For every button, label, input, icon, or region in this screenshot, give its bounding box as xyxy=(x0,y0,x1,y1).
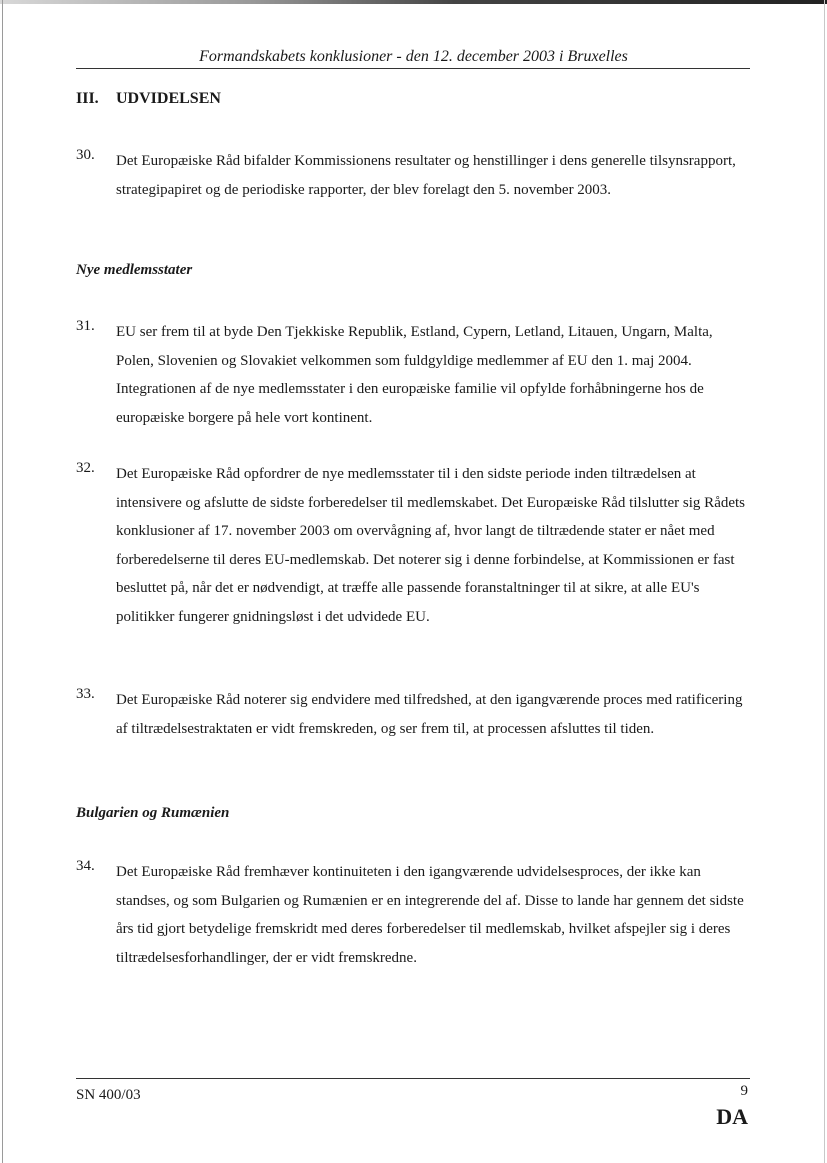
paragraph-number: 33. xyxy=(76,686,95,702)
paragraph-text: EU ser frem til at byde Den Tjekkiske Republik, Estland, Cypern, Letland, Litauen, Ungarn, Malta, Polen, Slovenien og Slovakiet velkommen som fuldgyldige medlemmer af EU den 1. maj 2004. Integrationen af de nye medlemsstater i den europæiske familie vil opfylde forhåbningerne hos de europæiske borgere på hele vort kontinent. xyxy=(116,324,713,426)
paragraph-number: 34. xyxy=(76,858,95,874)
scan-edge-left xyxy=(2,0,3,1163)
document-reference: SN 400/03 xyxy=(76,1087,141,1103)
page-number: 9 xyxy=(740,1083,748,1099)
paragraph-text: Det Europæiske Råd opfordrer de nye medlemsstater til i den sidste periode inden tiltrædelsen at intensivere og afslutte de sidste forberedelser til medlemskabet. Det Europæiske Råd tilslutter sig Rådets konklusioner af 17. november 2003 om overvågning af, hvor langt de tiltrædende stater er nået med forberedelserne til deres EU-medlemskab. Det noterer sig i denne forbindelse, at Kommissionen er fast besluttet på, når det er nødvendigt, at træffe alle passende foranstaltninger til at sikre, at alle EU's politikker fungerer gnidningsløst i det udvidede EU. xyxy=(116,466,746,625)
section-title: UDVIDELSEN xyxy=(116,90,221,107)
footer-rule xyxy=(76,1078,750,1079)
paragraph-number: 32. xyxy=(76,460,95,476)
paragraph-text: Det Europæiske Råd fremhæver kontinuiteten i den igangværende udvidelsesproces, der ikke kan standses, og som Bulgarien og Rumænien er en integrerende del af. Disse to lande har gennem det sidste års tid gjort betydelige fremskridt med deres forberedelser til medlemskab, hvilket afspejler sig i deres tiltrædelsesforhandlinger, der er vidt fremskredne. xyxy=(116,864,744,966)
language-code: DA xyxy=(716,1104,748,1129)
paragraph-number: 30. xyxy=(76,147,95,163)
scan-edge-top xyxy=(0,0,827,4)
subheading-new-members: Nye medlemsstater xyxy=(76,262,193,278)
scan-edge-right xyxy=(824,0,825,1163)
section-number: III. xyxy=(76,90,99,107)
paragraph-number: 31. xyxy=(76,318,95,334)
section-heading xyxy=(76,90,221,108)
running-header: Formandskabets konklusioner - den 12. december 2003 i Bruxelles xyxy=(199,48,628,65)
paragraph-text: Det Europæiske Råd noterer sig endvidere med tilfredshed, at den igangværende proces med ratificering af tiltrædelsestraktaten er vidt fremskreden, og ser frem til, at processen afsluttes til tiden. xyxy=(116,692,743,737)
paragraph-text: Det Europæiske Råd bifalder Kommissionens resultater og henstillinger i dens generelle tilsynsrapport, strategipapiret og de periodiske rapporter, der blev forelagt den 5. november 2003. xyxy=(116,153,736,198)
header-rule xyxy=(76,68,750,69)
subheading-bulgaria-romania: Bulgarien og Rumænien xyxy=(76,805,230,821)
